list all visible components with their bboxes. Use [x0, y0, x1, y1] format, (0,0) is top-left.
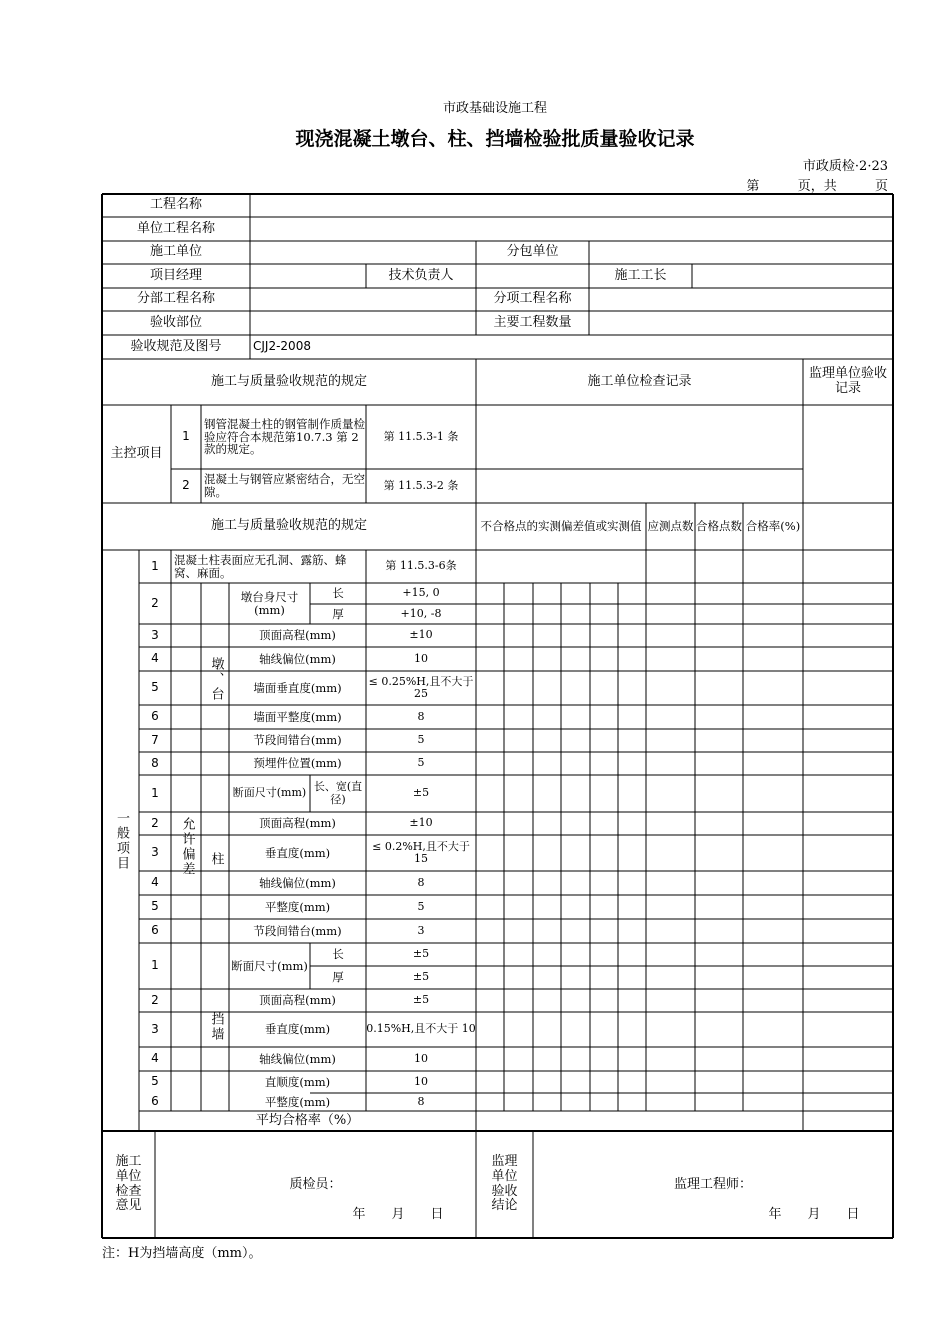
pier-item-value: 5 [417, 733, 425, 747]
contractor-opinion-label: 施工单位检查意见 [115, 1153, 142, 1214]
wall-label: 挡墙 [208, 1012, 224, 1042]
wall-item-number: 5 [151, 1074, 159, 1089]
wall-item-value: 10 [414, 1051, 428, 1065]
pier-item-name: 墙面垂直度(mm) [253, 680, 342, 695]
column-item-number: 4 [151, 875, 159, 890]
tech-lead-label: 技术负责人 [388, 267, 454, 283]
supervisor-conclusion-label: 监理单位验收结论 [491, 1153, 518, 1214]
pier-thick-label: 厚 [332, 606, 344, 621]
unit-project-label: 单位工程名称 [136, 220, 215, 236]
column-item-number: 6 [151, 923, 159, 938]
points-header: 应测点数 [647, 519, 694, 534]
supervisor-sign-date: 年 月 日 [768, 1206, 860, 1222]
pass-header: 合格点数 [696, 519, 742, 534]
column-size-label: 断面尺寸(mm) [232, 786, 307, 800]
page-label-3: 页 [874, 179, 888, 194]
main-record-header: 施工单位检查记录 [587, 373, 692, 389]
contractor-sign-date: 年 月 日 [352, 1206, 444, 1222]
wall-length-value: ±5 [412, 947, 430, 961]
page-label-2: 页，共 [797, 179, 837, 194]
pier-thick-value: +10, -8 [400, 606, 442, 620]
pier-size-label: 墩台身尺寸(mm) [240, 589, 299, 617]
average-pass-rate-label: 平均合格率（%） [255, 1112, 360, 1128]
pier-item-value: ≤ 0.25%H,且不大于 25 [368, 674, 474, 700]
main-item-number: 1 [182, 429, 190, 444]
wall-item-name: 平整度(mm) [264, 1094, 331, 1109]
main-quantity-label: 主要工程数量 [493, 314, 572, 330]
project-manager-label: 项目经理 [149, 267, 202, 283]
general-item-label: 一般项目 [113, 810, 129, 871]
wall-size-label: 断面尺寸(mm) [231, 958, 308, 973]
column-size-sub: 长、宽(直径) [313, 780, 363, 806]
main-supervisor-header: 监理单位验收记录 [808, 366, 887, 396]
pier-item-value: 10 [414, 651, 428, 665]
pier-item-number: 8 [151, 755, 159, 770]
wall-size-number: 1 [151, 958, 159, 973]
column-item-value: 3 [417, 923, 425, 937]
page-label-1: 第 [746, 179, 760, 194]
form-title: 现浇混凝土墩台、柱、挡墙检验批质量验收记录 [295, 128, 695, 150]
column-item-number: 5 [151, 899, 159, 914]
wall-item-value: 0.15%H,且不大于 10 [366, 1022, 476, 1036]
pier-item-number: 4 [151, 651, 159, 666]
subitem-name-label: 分项工程名称 [493, 291, 572, 307]
main-control-label: 主控项目 [110, 445, 163, 461]
column-size-number: 1 [151, 785, 159, 800]
column-item-name: 顶面高程(mm) [259, 816, 336, 831]
project-name-label: 工程名称 [149, 197, 202, 213]
pier-item-name: 节段间错台(mm) [253, 733, 342, 748]
column-item-value: 5 [417, 899, 425, 913]
main-spec-header: 施工与质量验收规范的规定 [210, 373, 367, 389]
pier-item-name: 墙面平整度(mm) [253, 709, 342, 724]
wall-thick-label: 厚 [332, 970, 344, 985]
division-name-label: 分部工程名称 [136, 291, 215, 307]
general-item-number: 1 [151, 558, 159, 573]
general-spec-header: 施工与质量验收规范的规定 [210, 518, 367, 534]
standard-value: CJJ2-2008 [253, 339, 311, 354]
pier-item-name: 轴线偏位(mm) [259, 651, 336, 666]
general-item-description: 混凝土柱表面应无孔洞、露筋、蜂窝、麻面。 [174, 552, 347, 580]
contractor-label: 施工单位 [149, 244, 202, 260]
wall-item-name: 顶面高程(mm) [259, 993, 336, 1008]
column-item-name: 垂直度(mm) [264, 845, 331, 860]
main-item-number: 2 [182, 478, 190, 493]
column-item-name: 节段间错台(mm) [253, 923, 342, 938]
wall-item-name: 垂直度(mm) [264, 1022, 331, 1037]
wall-item-value: ±5 [412, 993, 430, 1007]
pier-item-number: 6 [151, 709, 159, 724]
main-item-description: 钢管混凝土柱的钢管制作质量检验应符合本规范第10.7.3 第 2 款的规定。 [204, 416, 365, 457]
wall-item-name: 轴线偏位(mm) [259, 1051, 336, 1066]
pier-length-label: 长 [332, 586, 344, 601]
pier-item-value: 5 [417, 756, 425, 770]
wall-length-label: 长 [332, 947, 344, 962]
standard-label: 验收规范及图号 [130, 338, 222, 354]
pier-length-value: +15, 0 [402, 586, 440, 600]
column-item-value: ±10 [409, 816, 433, 830]
column-label: 柱 [208, 851, 224, 867]
wall-item-value: 8 [417, 1094, 425, 1108]
footnote: 注：H为挡墙高度（mm）。 [102, 1246, 262, 1261]
inspection-part-label: 验收部位 [149, 314, 202, 330]
column-item-number: 2 [151, 815, 159, 830]
wall-item-number: 2 [151, 992, 159, 1007]
general-item-clause: 第 11.5.3-6条 [385, 559, 457, 573]
foreman-label: 施工工长 [614, 267, 667, 283]
allowable-deviation-label: 允许偏差 [179, 817, 195, 877]
engineer-label: 监理工程师： [673, 1176, 752, 1192]
main-item-description: 混凝土与钢管应紧密结合，无空隙。 [204, 472, 365, 499]
column-item-number: 3 [151, 845, 159, 860]
inspector-label: 质检员： [289, 1176, 342, 1192]
form-subtitle: 市政基础设施工程 [442, 101, 547, 116]
wall-item-number: 6 [151, 1094, 159, 1109]
column-item-value: ≤ 0.2%H,且不大于 15 [372, 839, 470, 865]
pier-item-number: 7 [151, 732, 159, 747]
rate-header: 合格率(%) [745, 519, 801, 534]
wall-item-number: 4 [151, 1051, 159, 1066]
pier-item-name: 预埋件位置(mm) [253, 756, 342, 771]
wall-thick-value: ±5 [412, 970, 430, 984]
pier-item-value: 8 [417, 709, 425, 723]
wall-item-name: 直顺度(mm) [264, 1074, 331, 1089]
pier-item-number: 3 [151, 627, 159, 642]
subcontractor-label: 分包单位 [506, 244, 559, 260]
pier-size-number: 2 [151, 595, 159, 610]
main-item-clause: 第 11.5.3-2 条 [383, 478, 459, 492]
column-item-value: 8 [417, 875, 425, 889]
pier-item-name: 顶面高程(mm) [259, 628, 336, 643]
pier-item-number: 5 [151, 680, 159, 695]
measured-header: 不合格点的实测偏差值或实测值 [480, 519, 642, 534]
main-item-clause: 第 11.5.3-1 条 [383, 429, 459, 443]
pier-item-value: ±10 [409, 628, 433, 642]
form-code: 市政质检·2·23 [802, 159, 888, 174]
pier-label: 墩、台 [208, 656, 224, 702]
column-item-name: 平整度(mm) [264, 899, 331, 914]
wall-item-number: 3 [151, 1021, 159, 1036]
wall-item-value: 10 [414, 1074, 428, 1088]
column-size-value: ±5 [412, 786, 430, 800]
column-item-name: 轴线偏位(mm) [259, 875, 336, 890]
